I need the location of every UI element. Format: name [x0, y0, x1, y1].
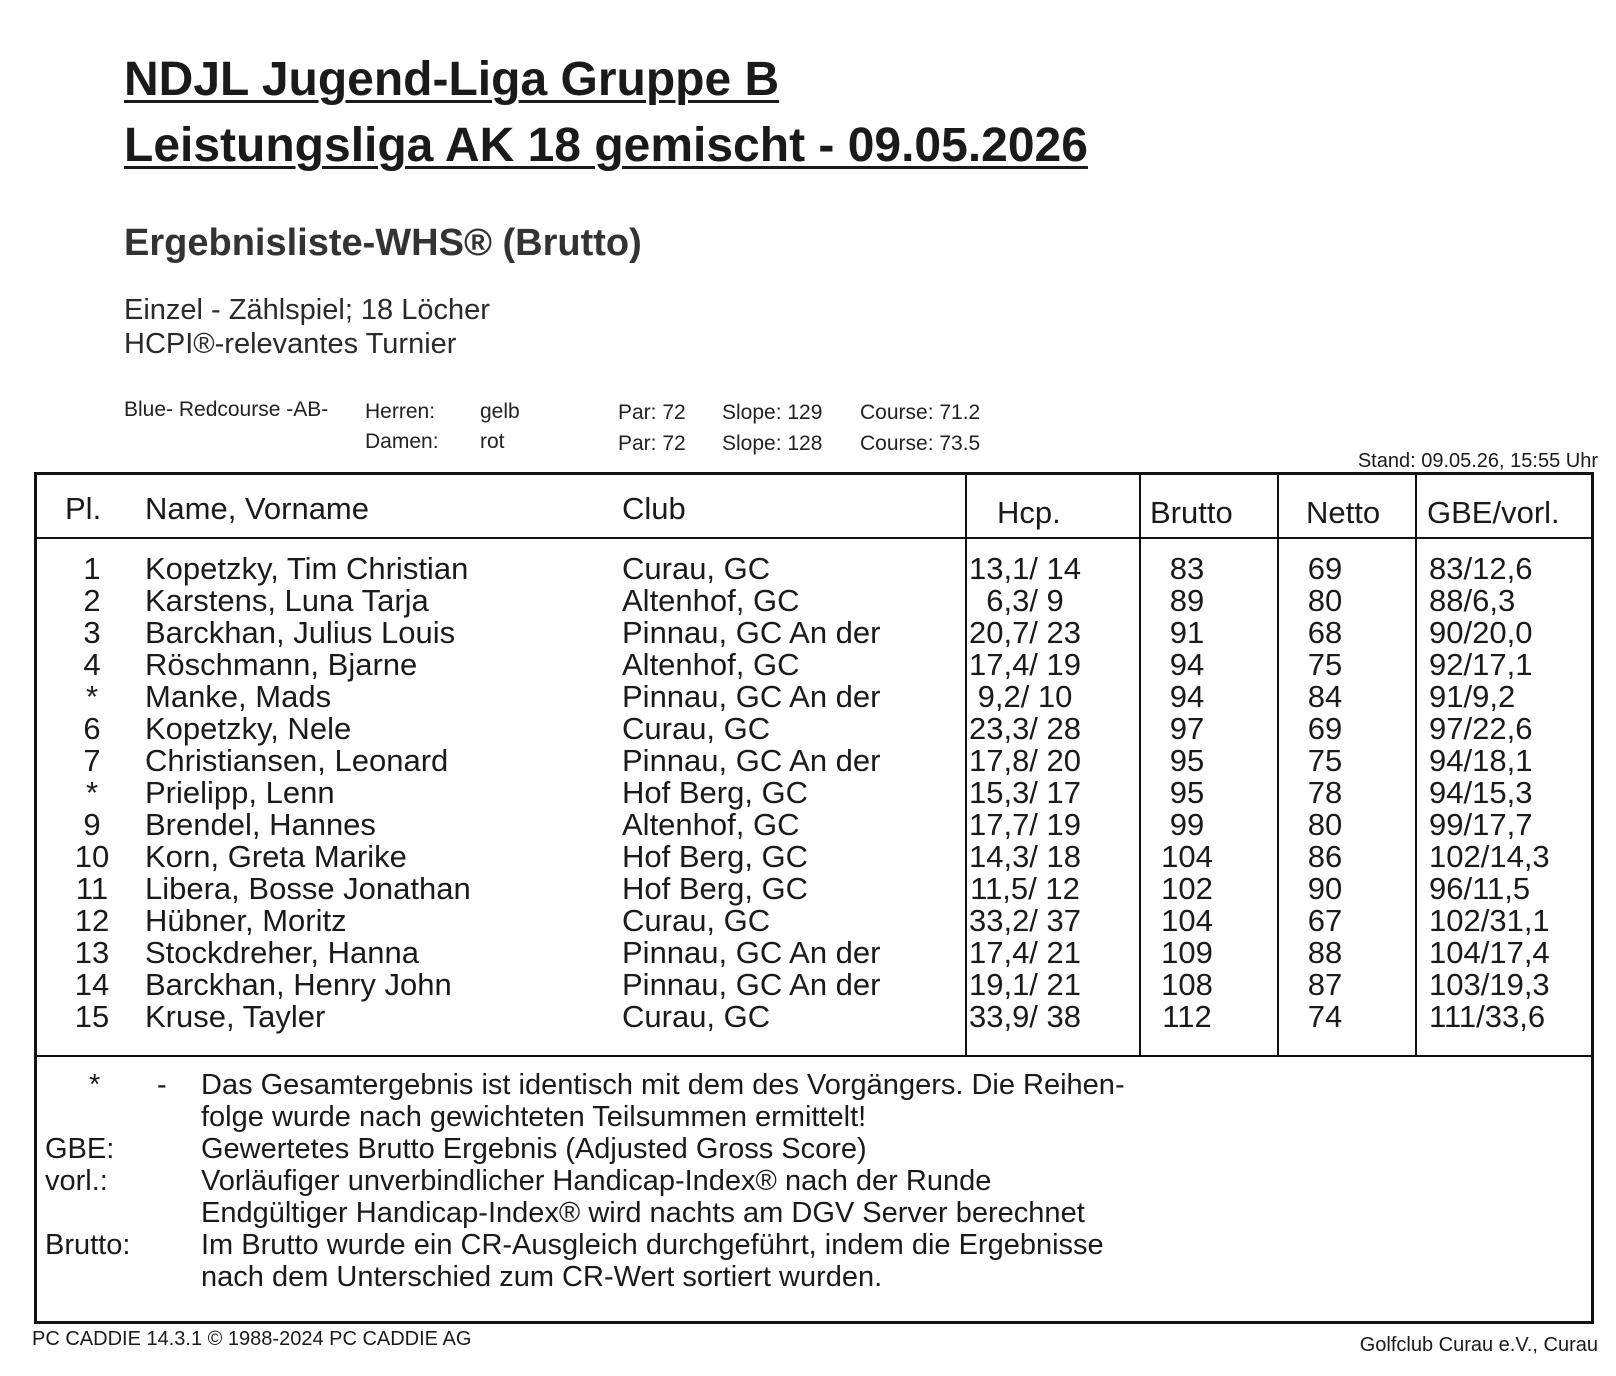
cell-brutto: 95	[1169, 775, 1205, 810]
table-row	[37, 871, 1591, 906]
cell-pl: 1	[83, 551, 101, 586]
cell-pl: 12	[74, 903, 110, 938]
cell-club: Pinnau, GC An der	[622, 679, 881, 714]
footnote-gbe-text: Gewertetes Brutto Ergebnis (Adjusted Gross Score)	[201, 1133, 867, 1165]
cell-gbe: 99/17,7	[1429, 807, 1533, 842]
cell-netto: 78	[1307, 775, 1343, 810]
cell-gbe: 91/9,2	[1429, 679, 1516, 714]
col-header-hcp: Hcp.	[997, 495, 1061, 530]
herren-slope: Slope: 129	[722, 401, 823, 424]
footer-software: PC CADDIE 14.3.1 © 1988-2024 PC CADDIE AG	[32, 1328, 472, 1350]
col-header-brutto: Brutto	[1150, 495, 1233, 530]
table-row	[37, 903, 1591, 938]
cell-netto: 87	[1307, 967, 1343, 1002]
col-header-club: Club	[622, 491, 686, 526]
mode-line: Einzel - Zählspiel; 18 Löcher	[124, 294, 490, 326]
herren-tee: gelb	[480, 400, 520, 423]
cell-netto: 68	[1307, 615, 1343, 650]
cell-brutto: 99	[1169, 807, 1205, 842]
damen-label: Damen:	[365, 430, 439, 453]
cell-gbe: 97/22,6	[1429, 711, 1533, 746]
cell-pl: 14	[74, 967, 110, 1002]
col-header-pl: Pl.	[65, 491, 102, 526]
cell-netto: 69	[1307, 551, 1343, 586]
cell-netto: 74	[1307, 999, 1343, 1034]
stand-timestamp: Stand: 09.05.26, 15:55 Uhr	[1357, 450, 1598, 472]
cell-hcp: 15,3/ 17	[968, 775, 1082, 810]
cell-club: Hof Berg, GC	[622, 839, 809, 874]
cell-name: Stockdreher, Hanna	[145, 935, 420, 970]
cell-name: Libera, Bosse Jonathan	[145, 871, 471, 906]
herren-course: Course: 71.2	[860, 401, 981, 424]
cell-name: Korn, Greta Marike	[145, 839, 407, 874]
cell-club: Pinnau, GC An der	[622, 935, 881, 970]
cell-name: Christiansen, Leonard	[145, 743, 449, 778]
cell-pl: 9	[83, 807, 101, 842]
cell-hcp: 9,2/ 10	[977, 679, 1073, 714]
footnote-star-dash: -	[157, 1069, 167, 1101]
table-row	[37, 647, 1591, 682]
cell-hcp: 19,1/ 21	[968, 967, 1082, 1002]
cell-club: Pinnau, GC An der	[622, 743, 881, 778]
footnote-brutto-text-1: Im Brutto wurde ein CR-Ausgleich durchgeführt, indem die Ergebnisse	[201, 1229, 1104, 1261]
hcpi-line: HCPI®-relevantes Turnier	[124, 328, 457, 360]
cell-gbe: 83/12,6	[1429, 551, 1533, 586]
cell-brutto: 94	[1169, 647, 1205, 682]
cell-club: Altenhof, GC	[622, 807, 800, 842]
footnote-star-key: *	[89, 1069, 101, 1101]
cell-name: Manke, Mads	[145, 679, 332, 714]
cell-netto: 75	[1307, 743, 1343, 778]
cell-club: Pinnau, GC An der	[622, 967, 881, 1002]
cell-brutto: 91	[1169, 615, 1205, 650]
cell-pl: 3	[83, 615, 101, 650]
herren-label: Herren:	[365, 400, 436, 423]
table-row	[37, 967, 1591, 1002]
cell-name: Kruse, Tayler	[145, 999, 326, 1034]
cell-pl: *	[85, 679, 99, 714]
damen-par: Par: 72	[618, 432, 686, 455]
footnote-vorl-text-2: Endgültiger Handicap-Index® wird nachts am DGV Server berechnet	[201, 1197, 1085, 1229]
cell-hcp: 13,1/ 14	[968, 551, 1082, 586]
cell-name: Barckhan, Julius Louis	[145, 615, 456, 650]
cell-netto: 67	[1307, 903, 1343, 938]
cell-hcp: 17,8/ 20	[968, 743, 1082, 778]
cell-netto: 90	[1307, 871, 1343, 906]
table-row	[37, 775, 1591, 810]
table-row	[37, 551, 1591, 586]
table-row	[37, 807, 1591, 842]
cell-hcp: 14,3/ 18	[968, 839, 1082, 874]
table-row	[37, 743, 1591, 778]
col-header-name: Name, Vorname	[145, 491, 369, 526]
cell-hcp: 17,4/ 19	[968, 647, 1082, 682]
footnote-star-text-1: Das Gesamtergebnis ist identisch mit dem des Vorgängers. Die Reihen-	[201, 1069, 1125, 1101]
cell-gbe: 94/18,1	[1429, 743, 1533, 778]
cell-gbe: 96/11,5	[1429, 871, 1531, 906]
cell-hcp: 11,5/ 12	[970, 871, 1080, 906]
table-row	[37, 711, 1591, 746]
cell-pl: *	[85, 775, 99, 810]
col-header-gbe: GBE/vorl.	[1427, 495, 1560, 530]
cell-club: Hof Berg, GC	[622, 775, 809, 810]
cell-brutto: 83	[1169, 551, 1205, 586]
course-name: Blue- Redcourse -AB-	[124, 398, 329, 421]
herren-par: Par: 72	[618, 401, 686, 424]
cell-netto: 69	[1307, 711, 1343, 746]
cell-hcp: 17,7/ 19	[968, 807, 1082, 842]
results-table	[34, 472, 1594, 1324]
cell-pl: 7	[83, 743, 101, 778]
cell-club: Curau, GC	[622, 903, 771, 938]
footnote-gbe-key: GBE:	[45, 1133, 115, 1165]
cell-brutto: 109	[1161, 935, 1213, 970]
cell-hcp: 33,2/ 37	[968, 903, 1082, 938]
footnote-vorl-text-1: Vorläufiger unverbindlicher Handicap-Index® nach der Runde	[201, 1165, 992, 1197]
header-divider	[37, 537, 1591, 539]
cell-brutto: 95	[1169, 743, 1205, 778]
footnote-vorl-key: vorl.:	[45, 1165, 108, 1197]
cell-netto: 86	[1307, 839, 1343, 874]
footnote-brutto-key: Brutto:	[45, 1229, 131, 1261]
cell-club: Pinnau, GC An der	[622, 615, 881, 650]
cell-brutto: 104	[1161, 903, 1213, 938]
cell-hcp: 17,4/ 21	[968, 935, 1082, 970]
cell-netto: 80	[1307, 583, 1343, 618]
cell-pl: 13	[74, 935, 110, 970]
cell-gbe: 92/17,1	[1429, 647, 1533, 682]
cell-name: Kopetzky, Nele	[145, 711, 352, 746]
table-row	[37, 583, 1591, 618]
table-row	[37, 999, 1591, 1034]
cell-brutto: 108	[1161, 967, 1213, 1002]
cell-pl: 11	[75, 871, 109, 906]
cell-brutto: 97	[1169, 711, 1205, 746]
table-row	[37, 615, 1591, 650]
cell-club: Curau, GC	[622, 711, 771, 746]
cell-name: Karstens, Luna Tarja	[145, 583, 429, 618]
cell-gbe: 102/31,1	[1429, 903, 1550, 938]
cell-pl: 10	[74, 839, 110, 874]
cell-hcp: 20,7/ 23	[968, 615, 1082, 650]
cell-brutto: 102	[1161, 871, 1213, 906]
cell-name: Barckhan, Henry John	[145, 967, 452, 1002]
cell-brutto: 89	[1169, 583, 1205, 618]
cell-club: Curau, GC	[622, 999, 771, 1034]
cell-gbe: 90/20,0	[1429, 615, 1533, 650]
footnote-star-text-2: folge wurde nach gewichteten Teilsummen ermittelt!	[201, 1101, 867, 1133]
cell-name: Röschmann, Bjarne	[145, 647, 418, 682]
cell-gbe: 103/19,3	[1429, 967, 1550, 1002]
damen-slope: Slope: 128	[722, 432, 823, 455]
cell-club: Altenhof, GC	[622, 583, 800, 618]
cell-pl: 4	[83, 647, 101, 682]
cell-club: Hof Berg, GC	[622, 871, 809, 906]
table-row	[37, 679, 1591, 714]
cell-club: Curau, GC	[622, 551, 771, 586]
cell-pl: 2	[83, 583, 101, 618]
cell-name: Hübner, Moritz	[145, 903, 347, 938]
damen-course: Course: 73.5	[860, 432, 981, 455]
footnote-brutto-text-2: nach dem Unterschied zum CR-Wert sortiert wurden.	[201, 1261, 883, 1293]
cell-name: Brendel, Hannes	[145, 807, 376, 842]
cell-club: Altenhof, GC	[622, 647, 800, 682]
cell-brutto: 104	[1161, 839, 1213, 874]
table-row	[37, 935, 1591, 970]
title-line-1: NDJL Jugend-Liga Gruppe B	[124, 53, 780, 106]
cell-pl: 6	[83, 711, 101, 746]
cell-brutto: 112	[1162, 999, 1212, 1034]
cell-netto: 84	[1307, 679, 1343, 714]
col-header-netto: Netto	[1306, 495, 1381, 530]
cell-hcp: 23,3/ 28	[968, 711, 1082, 746]
cell-pl: 15	[74, 999, 110, 1034]
cell-gbe: 102/14,3	[1429, 839, 1550, 874]
cell-hcp: 6,3/ 9	[986, 583, 1064, 618]
cell-gbe: 111/33,6	[1429, 999, 1546, 1034]
cell-hcp: 33,9/ 38	[968, 999, 1082, 1034]
title-line-2: Leistungsliga AK 18 gemischt - 09.05.2026	[124, 119, 1088, 172]
cell-gbe: 104/17,4	[1429, 935, 1550, 970]
cell-name: Prielipp, Lenn	[145, 775, 335, 810]
footnote-divider	[37, 1055, 1591, 1057]
cell-gbe: 94/15,3	[1429, 775, 1533, 810]
subtitle: Ergebnisliste-WHS® (Brutto)	[124, 222, 642, 264]
cell-netto: 80	[1307, 807, 1343, 842]
footer-club: Golfclub Curau e.V., Curau	[1359, 1334, 1598, 1356]
cell-netto: 75	[1307, 647, 1343, 682]
table-row	[37, 839, 1591, 874]
cell-brutto: 94	[1169, 679, 1205, 714]
cell-gbe: 88/6,3	[1429, 583, 1516, 618]
cell-name: Kopetzky, Tim Christian	[145, 551, 469, 586]
damen-tee: rot	[480, 430, 505, 453]
cell-netto: 88	[1307, 935, 1343, 970]
